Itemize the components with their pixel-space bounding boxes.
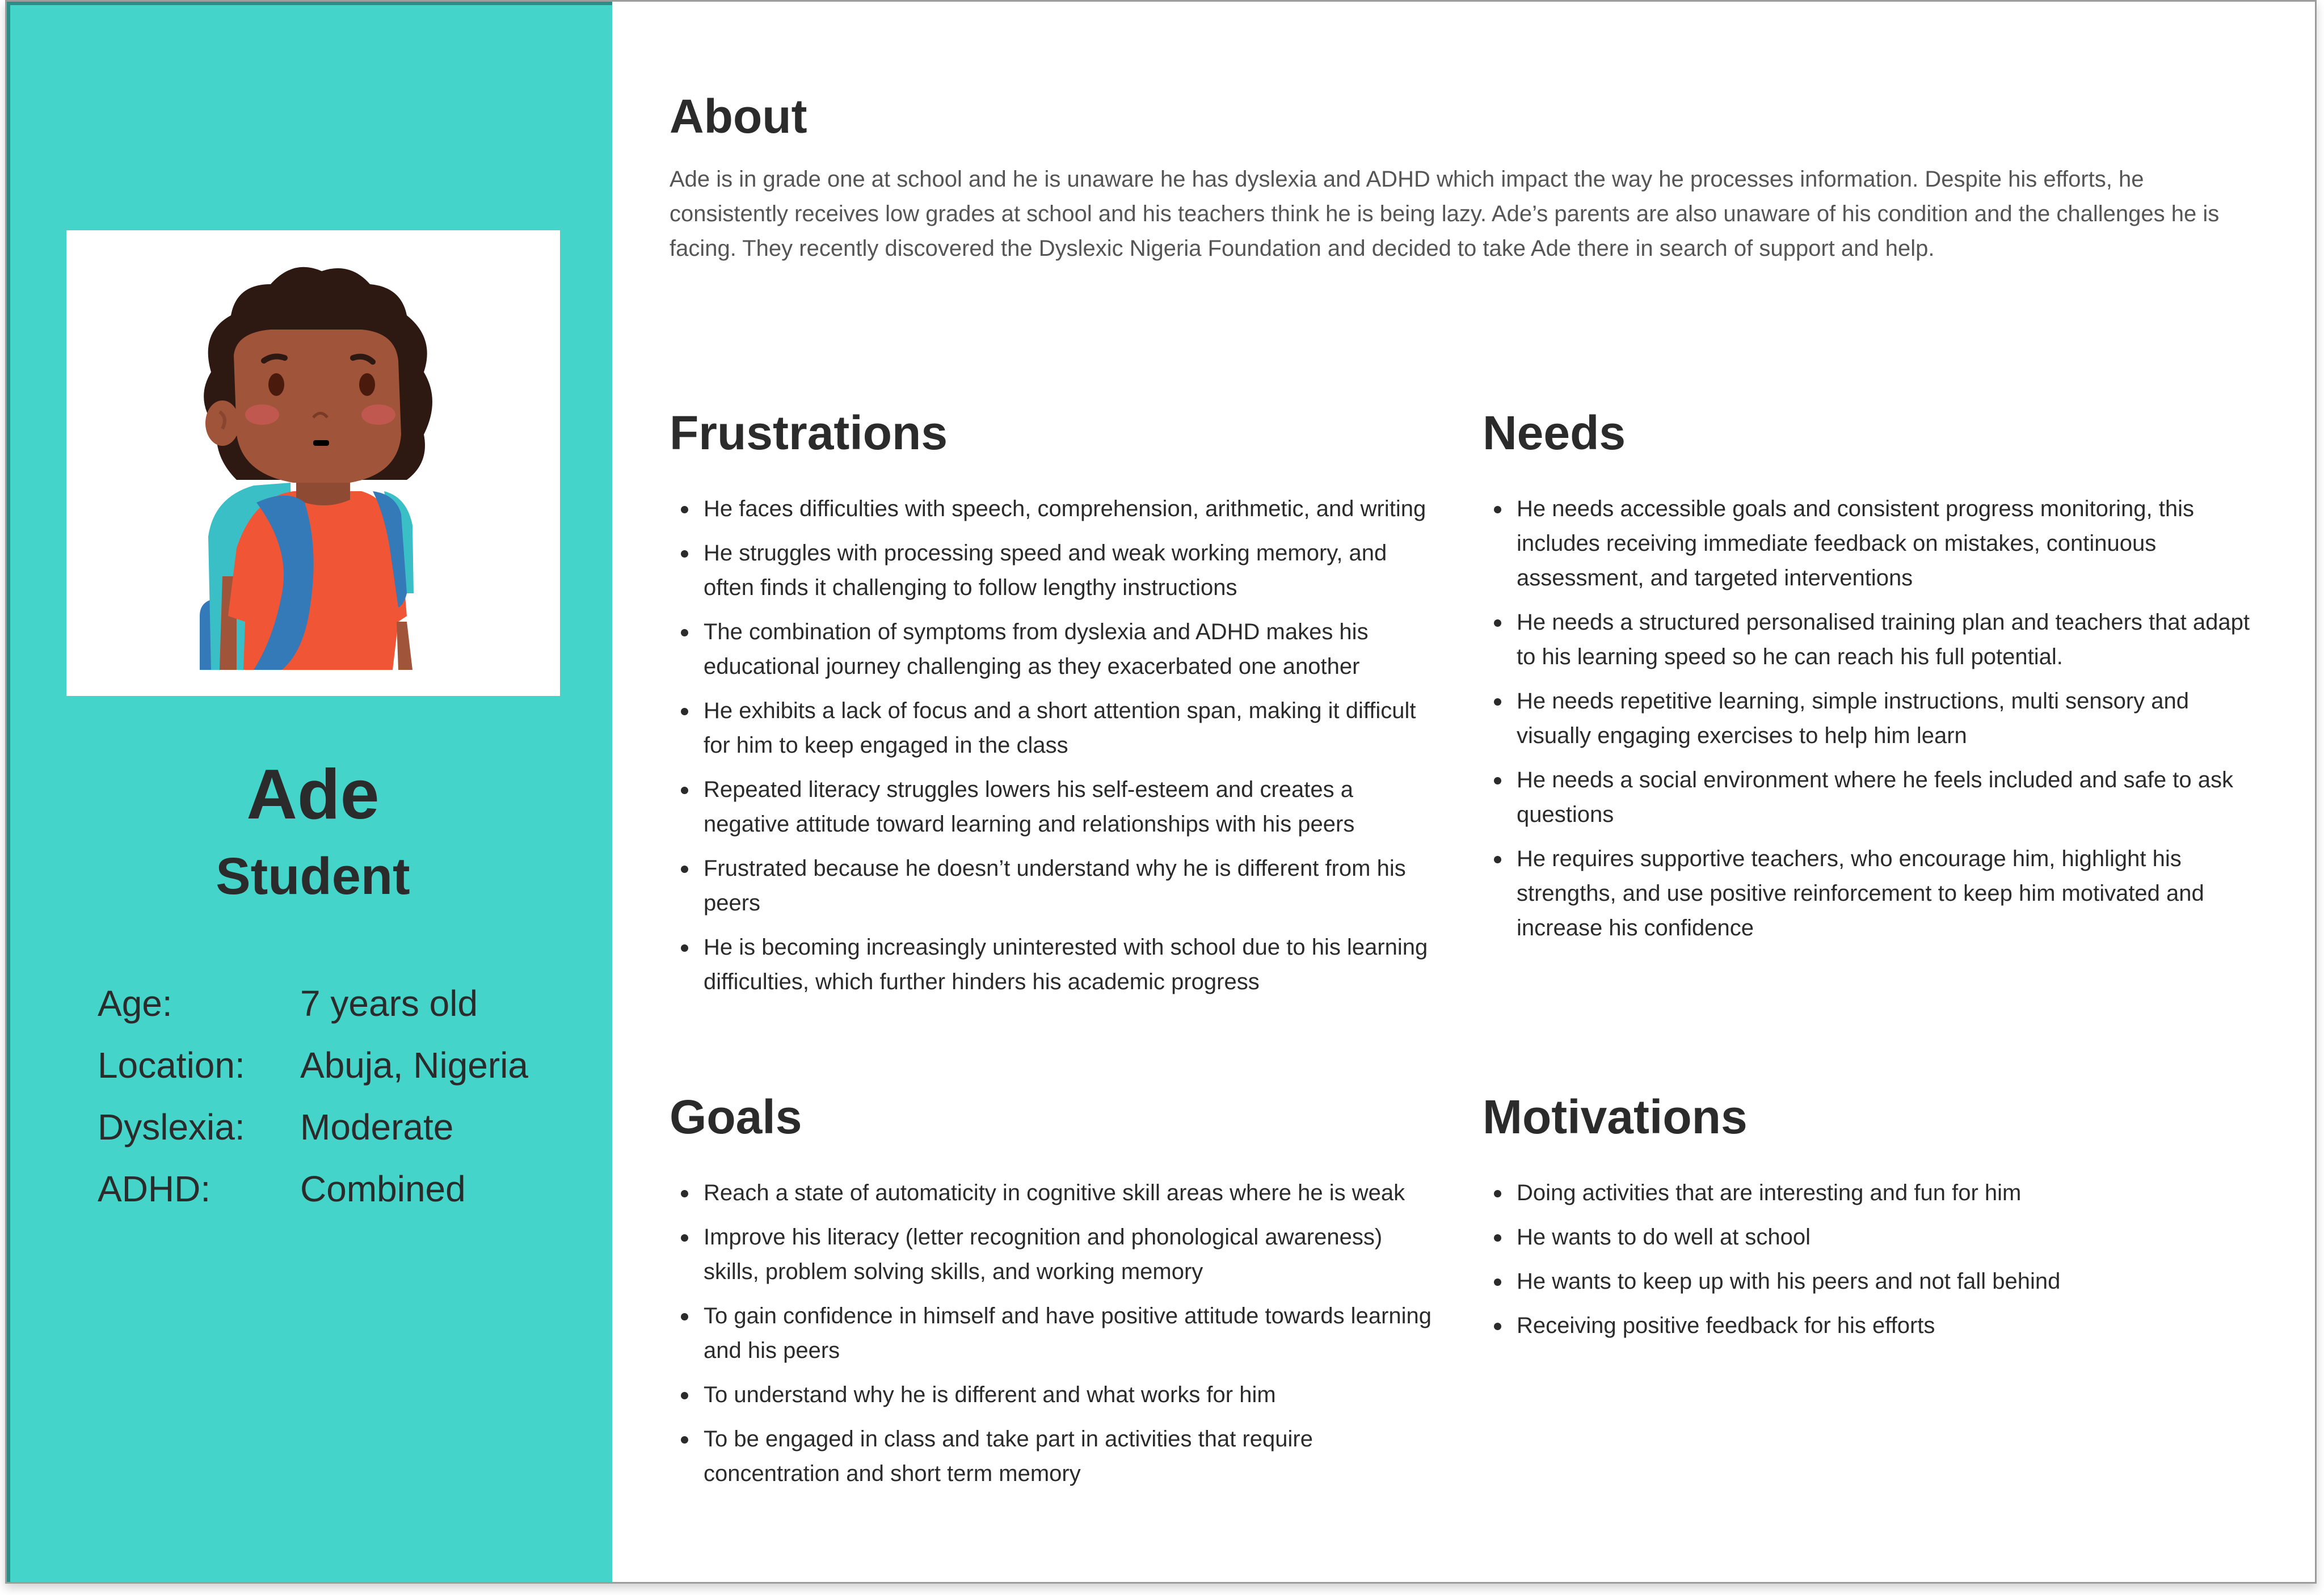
list-item-text: To be engaged in class and take part in activities that require concentration and short term memory [704,1427,1313,1486]
list-item [670,1176,1441,1210]
list-item [670,930,1441,999]
goals-heading: Goals [670,1090,802,1143]
list-item-text: He is becoming increasingly uninterested with school due to his learning difficulties, which further hinders his academic progress [704,935,1428,994]
bullet-icon [681,550,688,558]
bullet-icon [681,866,688,873]
motivations-list [1483,1176,2266,1353]
motivations-heading: Motivations [1483,1090,1748,1143]
frustrations-heading: Frustrations [670,406,948,459]
list-item [1483,1309,2266,1343]
detail-value: 7 years old [300,982,478,1024]
list-item-text: Doing activities that are interesting and fun for him [1517,1180,2022,1205]
bullet-icon [1494,1278,1501,1286]
detail-value: Abuja, Nigeria [300,1044,528,1086]
list-item [670,1220,1441,1289]
persona-sidebar [7,2,612,1582]
detail-label: ADHD: [98,1168,211,1209]
list-item [1483,684,2266,753]
detail-location [98,1034,608,1096]
detail-age [98,972,608,1034]
list-item [670,1299,1441,1368]
persona-name: Ade [246,756,380,834]
list-item [1483,842,2266,946]
list-item [1483,1176,2266,1210]
persona-role: Student [216,847,410,905]
list-item-text: Frustrated because he doesn’t understand why he is different from his peers [704,856,1406,915]
list-item [670,694,1441,763]
avatar [66,230,560,696]
bullet-icon [681,1190,688,1197]
list-item-text: He needs a structured personalised training plan and teachers that adapt to his learning speed so he can reach his full potential. [1517,610,2250,669]
needs-list [1483,492,2266,955]
list-item-text: To gain confidence in himself and have positive attitude towards learning and his peers [704,1303,1432,1363]
detail-adhd [98,1158,608,1220]
about-text: Ade is in grade one at school and he is unaware he has dyslexia and ADHD which impact the way he processes information. Despite his efforts, he consistently receives low grades at school and his teachers think he is being lazy. Ade’s parents are also unaware of his condition and the challenges he is facing. They recently discovered the Dyslexic Nigeria Foundation and decided to take Ade there in search of support and help. [670,167,2220,261]
bullet-icon [1494,777,1501,784]
list-item-text: Receiving positive feedback for his efforts [1517,1313,1935,1338]
bullet-icon [681,506,688,513]
bullet-icon [1494,1190,1501,1197]
persona-content [670,2,2304,1582]
bullet-icon [681,944,688,952]
list-item [670,615,1441,684]
persona-details [98,972,608,1220]
needs-heading: Needs [1483,406,1626,459]
list-item-text: Reach a state of automaticity in cognitive skill areas where he is weak [704,1180,1405,1205]
list-item-text: He wants to do well at school [1517,1225,1811,1250]
detail-dyslexia [98,1096,608,1158]
list-item [1483,1220,2266,1255]
bullet-icon [1494,506,1501,513]
list-item-text: He needs a social environment where he feels included and safe to ask questions [1517,767,2233,827]
persona-card [5,0,2317,1584]
detail-label: Dyslexia: [98,1106,245,1147]
detail-label: Age: [98,982,172,1024]
detail-value: Combined [300,1168,466,1209]
list-item [1483,1264,2266,1299]
list-item [670,851,1441,921]
bullet-icon [1494,619,1501,627]
list-item [1483,605,2266,674]
list-item-text: Repeated literacy struggles lowers his self-esteem and creates a negative attitude toward learning and relationships with his peers [704,777,1355,837]
bullet-icon [1494,1323,1501,1330]
bullet-icon [681,1436,688,1444]
boy-with-backpack-illustration-icon [66,230,560,696]
list-item [1483,763,2266,832]
list-item [670,536,1441,605]
list-item [670,492,1441,526]
list-item [670,1378,1441,1412]
list-item-text: He needs repetitive learning, simple instructions, multi sensory and visually engaging exercises to help him learn [1517,689,2190,748]
bullet-icon [1494,856,1501,863]
list-item-text: He wants to keep up with his peers and not fall behind [1517,1269,2061,1294]
list-item-text: He requires supportive teachers, who encourage him, highlight his strengths, and use positive reinforcement to keep him motivated and increase his confidence [1517,846,2204,940]
bullet-icon [681,1234,688,1242]
list-item [1483,492,2266,596]
list-item-text: To understand why he is different and what works for him [704,1382,1276,1407]
list-item-text: He faces difficulties with speech, comprehension, arithmetic, and writing [704,496,1426,521]
list-item [670,1422,1441,1491]
about-heading: About [670,90,807,143]
detail-label: Location: [98,1044,245,1086]
bullet-icon [1494,698,1501,706]
bullet-icon [681,1392,688,1399]
goals-list [670,1176,1441,1501]
bullet-icon [681,787,688,794]
detail-value: Moderate [300,1106,454,1147]
list-item-text: He struggles with processing speed and weak working memory, and often finds it challenging to follow lengthy instructions [704,541,1387,600]
list-item-text: He needs accessible goals and consistent progress monitoring, this includes receiving immediate feedback on mistakes, continuous assessment, and targeted interventions [1517,496,2194,590]
list-item-text: Improve his literacy (letter recognition and phonological awareness) skills, problem solving skills, and working memory [704,1225,1383,1284]
bullet-icon [681,1313,688,1320]
list-item-text: The combination of symptoms from dyslexia and ADHD makes his educational journey challenging as they exacerbated one another [704,619,1369,679]
bullet-icon [681,629,688,636]
bullet-icon [1494,1234,1501,1242]
list-item [670,773,1441,842]
frustrations-list [670,492,1441,1009]
bullet-icon [681,708,688,715]
list-item-text: He exhibits a lack of focus and a short attention span, making it difficult for him to keep engaged in the class [704,698,1416,758]
